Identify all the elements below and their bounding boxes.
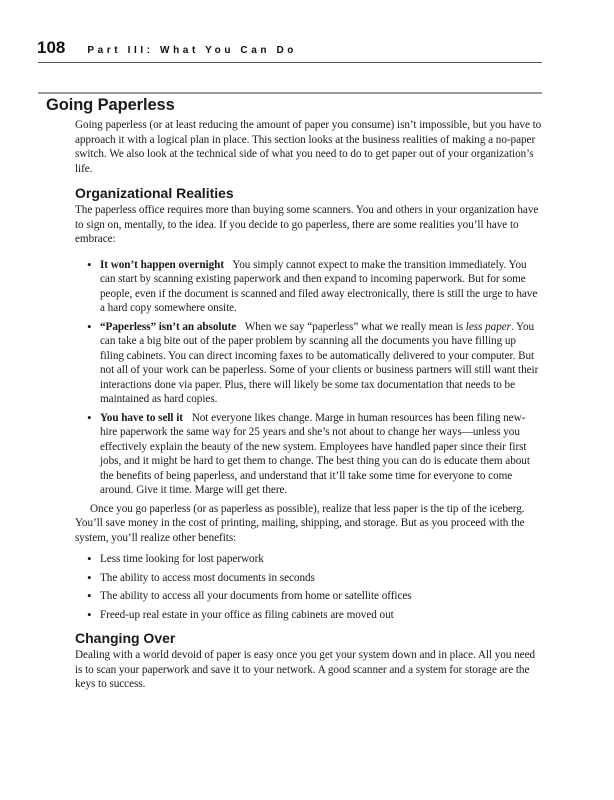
benefits-list	[100, 552, 542, 622]
section-title: Going Paperless	[46, 96, 175, 114]
bullet-lead: You have to sell it	[100, 411, 183, 424]
realities-list	[100, 258, 542, 498]
list-item: • The ability to access all your documents from home or satellite offices	[100, 589, 542, 604]
bullet-lead: “Paperless” isn’t an absolute	[100, 320, 237, 333]
list-item: • The ability to access most documents in seconds	[100, 571, 542, 586]
section-rule	[38, 92, 542, 94]
page-content	[48, 96, 542, 692]
bullet-emphasis: less paper	[465, 320, 511, 333]
header-rule	[38, 62, 542, 63]
list-item: • Freed-up real estate in your office as filing cabinets are moved out	[100, 608, 542, 623]
list-item	[100, 320, 542, 407]
bullet-text: When we say “paperless” what we really mean is	[244, 320, 464, 333]
bullet-lead: It won’t happen overnight	[100, 258, 225, 271]
intro-paragraph: Going paperless (or at least reducing the amount of paper you consume) isn’t impossible, but you have to approach it with a logical plan in place. This section looks at the business realities of making a no-paper switch. We also look at the technical side of what you need to do to get paper out of your organization’s life.	[75, 119, 542, 175]
benefits-intro-paragraph: Once you go paperless (or as paperless as possible), realize that less paper is the tip of the iceberg. You’ll save money in the cost of printing, mailing, shipping, and storage. But as you proceed with the system, you’ll realize other benefits:	[75, 502, 525, 544]
bullet-text: You simply cannot expect to make the transition immediately. You can start by scanning existing paperwork and then expand to incoming paperwork. But for some people, even if the document is scanned and filed away electronically, there is still the urge to have a hard copy somewhere onsite.	[100, 258, 538, 314]
bullet-text: Not everyone likes change. Marge in human resources has been filing new-hire paperwork the same way for 25 years and she’s not about to change her ways—unless you effectively explain the beauty of the new system. Employees have handled paper since their first jobs, and it might be hard to get them to change. The best thing you can do is educate them about the benefits of being paperless, and understand that it’ll take some time for everyone to come around. Give it time. Marge will get there.	[100, 411, 530, 496]
list-item	[100, 411, 542, 498]
running-head	[37, 38, 542, 58]
page-number: 108	[37, 38, 66, 57]
bullet-text: . You can take a big bite out of the paper problem by scanning all the documents you have filling up filing cabinets. You can direct incoming faxes to be automatically delivered to your computer. But not all of your work can be paperless. Some of your clients or business partners will still want their interactions done via paper. Plus, there will likely be some tax documentation that needs to be maintained as hard copies.	[100, 320, 539, 405]
org-realities-heading: Organizational Realities	[75, 185, 234, 201]
list-item	[100, 258, 542, 316]
list-item: • Less time looking for lost paperwork	[100, 552, 542, 567]
changing-over-heading: Changing Over	[75, 630, 176, 646]
org-realities-paragraph: The paperless office requires more than buying some scanners. You and others in your organization have to sign on, mentally, to the idea. If you decide to go paperless, there are some realities you’ll have to embrace:	[75, 204, 539, 245]
changing-over-paragraph: Dealing with a world devoid of paper is easy once you get your system down and in place. All you need is to scan your paperwork and save it to your network. A good scanner and a system for storage are the keys to success.	[75, 649, 536, 690]
part-title: Part III: What You Can Do	[87, 45, 298, 56]
